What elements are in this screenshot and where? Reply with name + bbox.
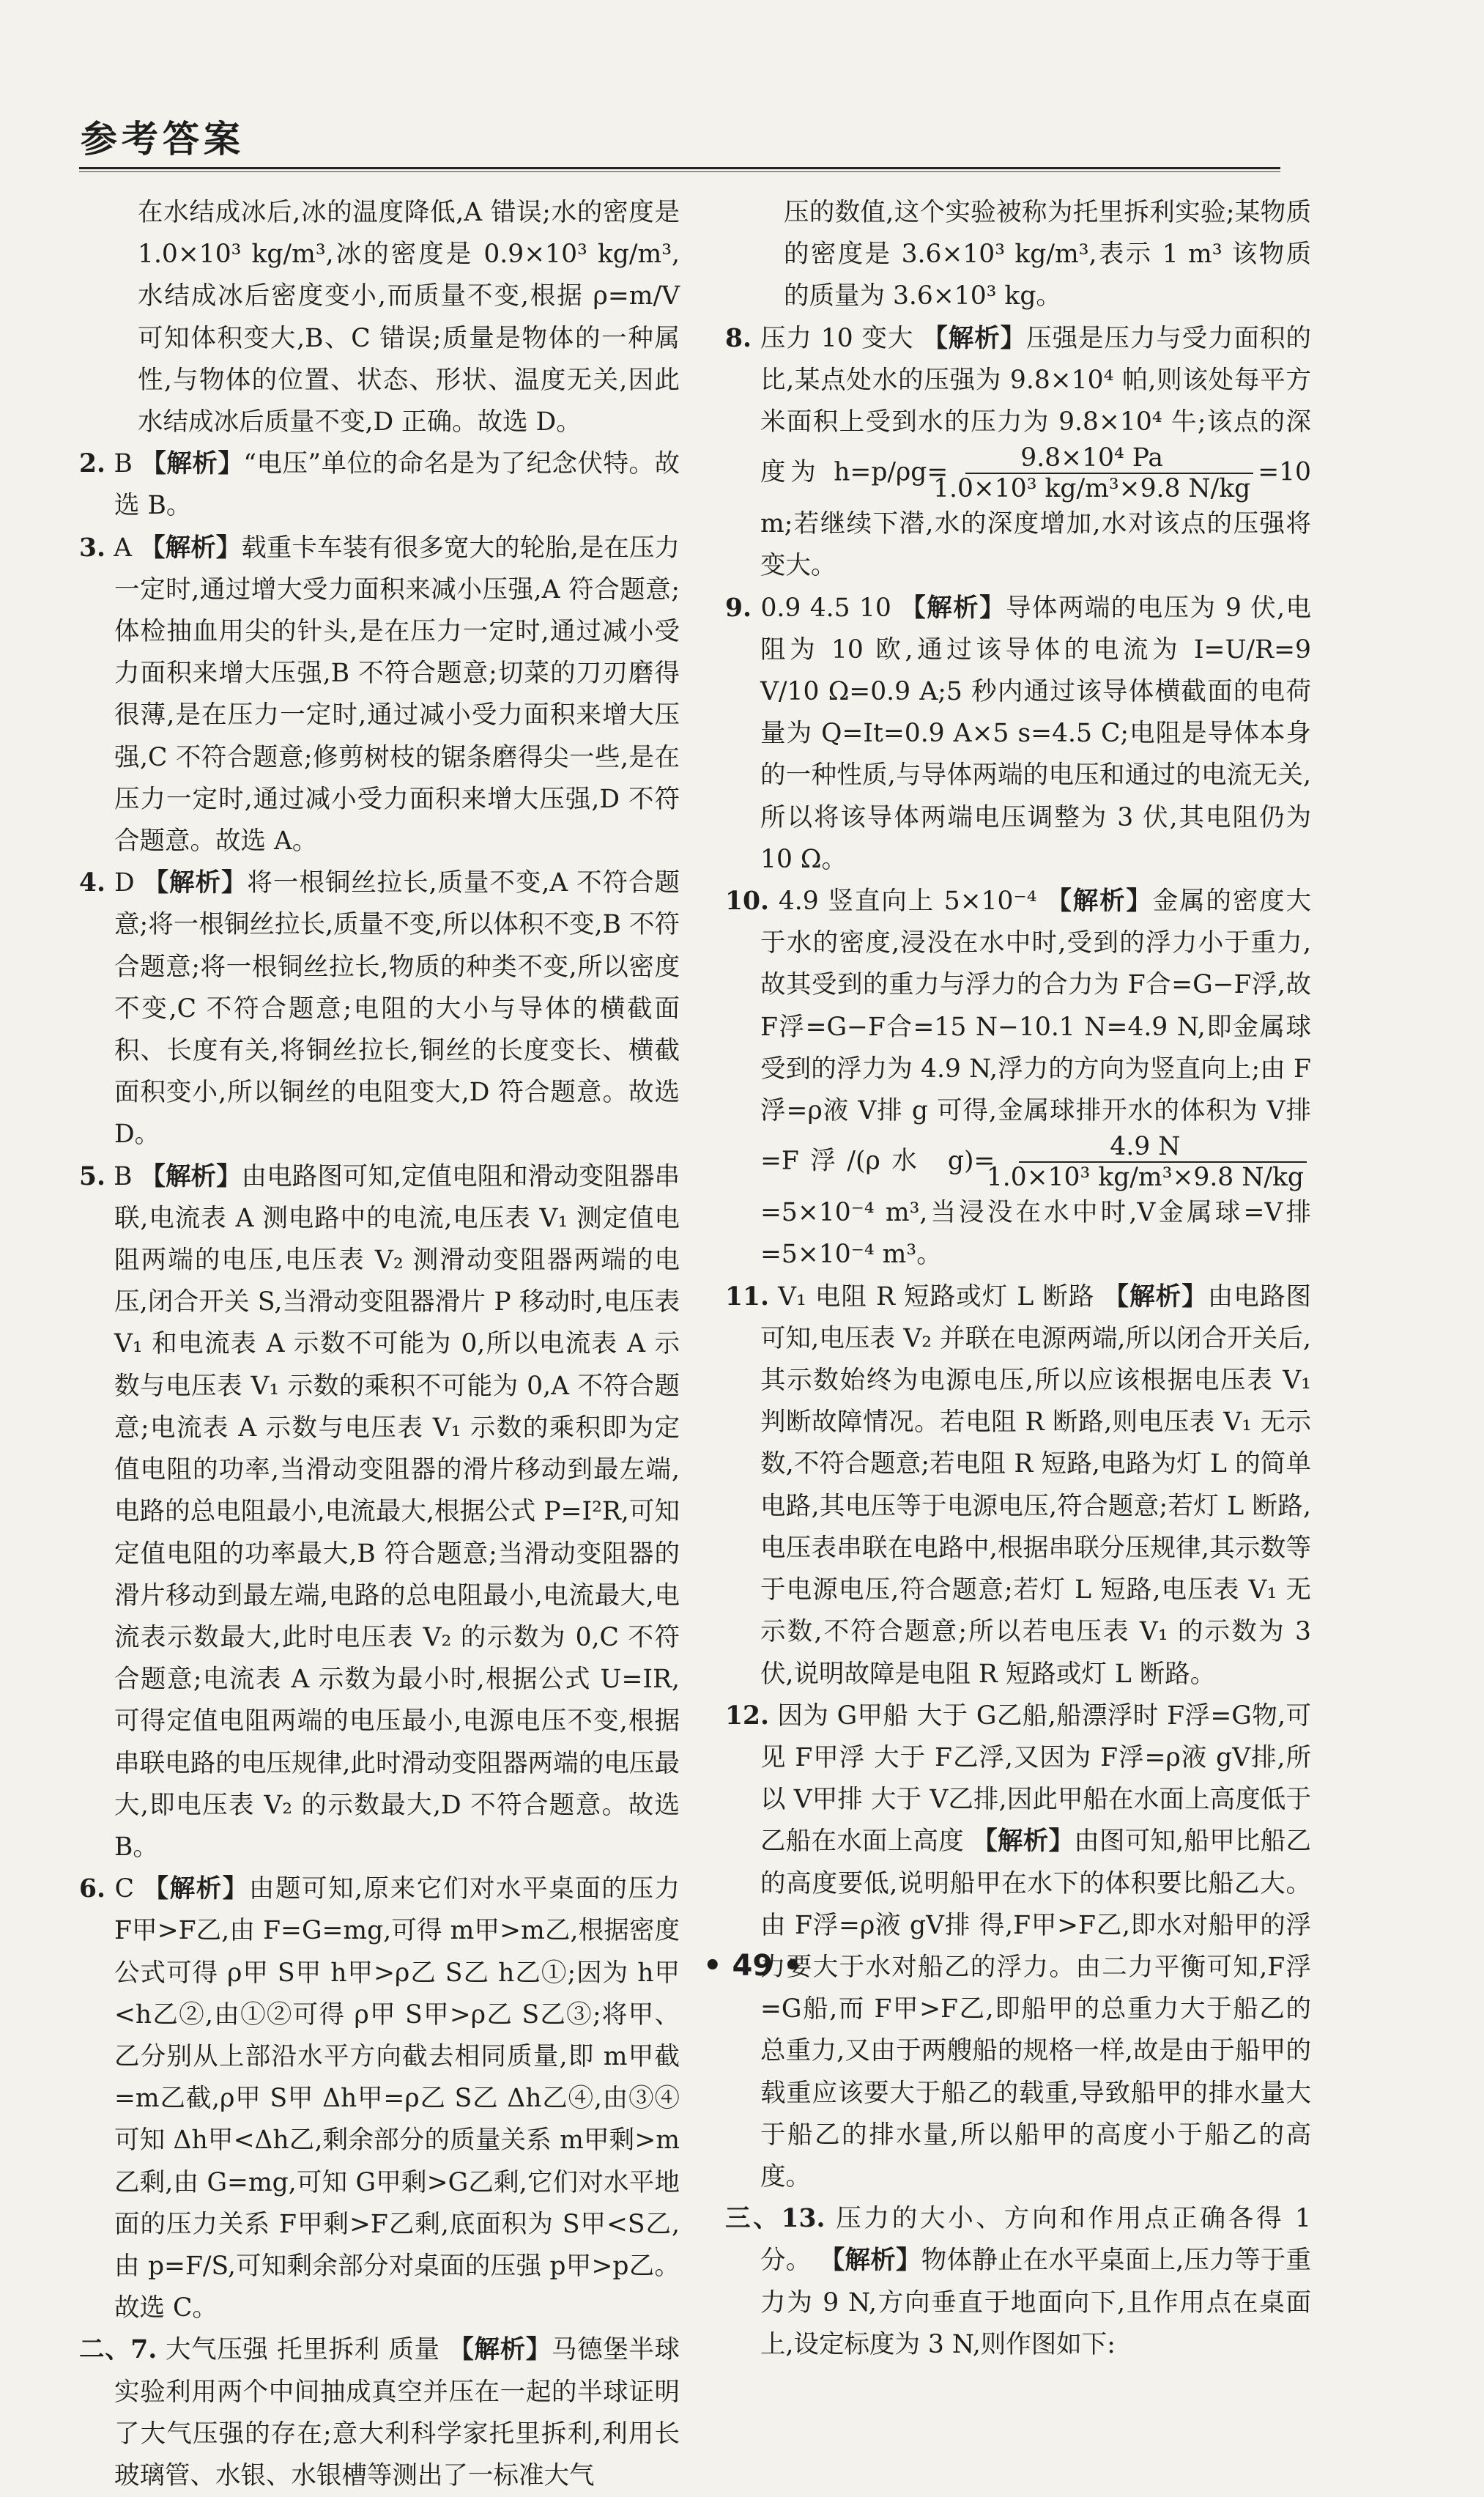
q3-answer: A	[114, 533, 132, 563]
q7-answer: 大气压强 托里拆利 质量	[165, 2335, 440, 2365]
answer-q2	[79, 443, 680, 527]
q6-answer: C	[114, 1874, 134, 1904]
q13-number: 三、13.	[725, 2204, 826, 2234]
answer-q7	[79, 2329, 680, 2497]
q8-fraction-numerator: 9.8×10⁴ Pa	[965, 443, 1253, 474]
q10-fraction-numerator: 4.9 N	[1019, 1132, 1307, 1163]
answer-q11	[725, 1276, 1311, 1695]
q3-analysis-text: 载重卡车装有很多宽大的轮胎,是在压力一定时,通过增大受力面积来减小压强,A 符合题意;体检抽血用尖的针头,是在压力一定时,通过减小受力面积来增大压强,B 不符合题意;切菜的刀刃磨得很薄,是在压力一定时,通过减小受力面积来增大压强,C 不符合题意;修剪树枝的锯条磨得尖一些,是在压力一定时,通过减小受力面积来增大压强,D 不符合题意。故选 A。	[114, 533, 680, 857]
answer-q13	[725, 2198, 1311, 2366]
q8-fraction	[933, 443, 1253, 504]
q12-answer: 因为 G甲船 大于 G乙船,船漂浮时 F浮=G物,可见 F甲浮 大于 F乙浮,又因为 F浮=ρ液 gV排,所以 V甲排 大于 V乙排,因此甲船在水面上高度低于乙船在水面上高度	[760, 1701, 1311, 1857]
left-column	[79, 192, 680, 2497]
q10-number: 10.	[725, 887, 770, 917]
q9-answer: 0.9 4.5 10	[760, 593, 891, 623]
q2-answer: B	[114, 449, 133, 479]
q10-eq-after: =5×10⁻⁴ m³,当浸没在水中时,V金属球=V排=5×10⁻⁴ m³。	[760, 1198, 1311, 1270]
answer-q12	[725, 1695, 1311, 2198]
q4-number: 4.	[79, 868, 106, 898]
q13-analysis-text: 物体静止在水平桌面上,压力等于重力为 9 N,方向垂直于地面向下,且作用点在桌面上,设定标度为 3 N,则作图如下:	[760, 2246, 1312, 2359]
q1-continuation: 在水结成冰后,冰的温度降低,A 错误;水的密度是 1.0×10³ kg/m³,冰的密度是 0.9×10³ kg/m³,水结成冰后密度变小,而质量不变,根据 ρ=m/V 可知体积变大,B、C 错误;质量是物体的一种属性,与物体的位置、状态、形状、温度无关,因此水结成冰后质量不变,D 正确。故选 D。	[138, 198, 680, 437]
page-number: • 49 •	[703, 1949, 802, 1983]
q8-number: 8.	[725, 323, 752, 353]
q4-analysis-text: 将一根铜丝拉长,质量不变,A 不符合题意;将一根铜丝拉长,质量不变,所以体积不变,B 不符合题意;将一根铜丝拉长,物质的种类不变,所以密度不变,C 不符合题意;电阻的大小与导体的横截面积、长度有关,将铜丝拉长,铜丝的长度变长、横截面积变小,所以铜丝的电阻变大,D 符合题意。故选 D。	[114, 868, 680, 1150]
q12-number: 12.	[725, 1701, 770, 1731]
q13-analysis-tag: 【解析】	[819, 2246, 921, 2276]
header-rule	[79, 167, 1280, 169]
q10-answer: 4.9 竖直向上 5×10⁻⁴	[778, 887, 1037, 917]
q4-analysis-tag: 【解析】	[143, 868, 248, 898]
q11-analysis-tag: 【解析】	[1103, 1281, 1208, 1312]
answer-q10	[725, 881, 1311, 1276]
q12-analysis-text: 由图可知,船甲比船乙的高度要低,说明船甲在水下的体积要比船乙大。由 F浮=ρ液 gV排 得,F甲>F乙,即水对船甲的浮力要大于水对船乙的浮力。由二力平衡可知,F浮=G船,而 F甲>F乙,即船甲的总重力大于船乙的总重力,又由于两艘船的规格一样,故是由于船甲的载重应该要大于船乙的载重,导致船甲的排水量大于船乙的排水量,所以船甲的高度小于船乙的高度。	[760, 1827, 1312, 2191]
q8-eq-after: =10 m;若继续下潜,水的深度增加,水对该点的压强将变大。	[760, 457, 1312, 581]
right-column	[725, 192, 1311, 2366]
q11-analysis-text: 由电路图可知,电压表 V₂ 并联在电源两端,所以闭合开关后,其示数始终为电源电压,所以应该根据电压表 V₁ 判断故障情况。若电阻 R 断路,则电压表 V₁ 无示数,不符合题意;若电阻 R 短路,电路为灯 L 的简单电路,其电压等于电源电压,符合题意;若灯 L 断路,电压表串联在电路中,根据串联分压规律,其示数等于电源电压,符合题意;若灯 L 短路,电压表 V₁ 无示数,不符合题意;所以若电压表 V₁ 的示数为 3 伏,说明故障是电阻 R 短路或灯 L 断路。	[760, 1281, 1312, 1689]
q10-analysis-tag: 【解析】	[1046, 887, 1153, 917]
q9-analysis-tag: 【解析】	[900, 593, 1006, 623]
q5-answer: B	[114, 1161, 133, 1191]
q6-analysis-tag: 【解析】	[143, 1874, 249, 1904]
answer-q9	[725, 588, 1311, 881]
q3-number: 3.	[79, 533, 106, 563]
q7-number: 二、7.	[79, 2335, 157, 2365]
q5-analysis-text: 由电路图可知,定值电阻和滑动变阻器串联,电流表 A 测电路中的电流,电压表 V₁ 测定值电阻两端的电压,电压表 V₂ 测滑动变阻器两端的电压,闭合开关 S,当滑动变阻器滑片 P 移动时,电压表 V₁ 和电流表 A 示数不可能为 0,所以电流表 A 示数与电压表 V₁ 示数的乘积不可能为 0,A 不符合题意;电流表 A 示数与电压表 V₁ 示数的乘积即为定值电阻的功率,当滑动变阻器的滑片移动到最左端,电路的总电阻最小,电流最大,根据公式 P=I²R,可知定值电阻的功率最大,B 符合题意;当滑动变阻器的滑片移动到最左端,电路的总电阻最小,电流最大,电流表示数最大,此时电压表 V₂ 的示数为 0,C 不符合题意;电流表 A 示数为最小时,根据公式 U=IR,可得定值电阻两端的电压最小,电源电压不变,根据串联电路的电压规律,此时滑动变阻器两端的电压最大,即电压表 V₂ 的示数最大,D 不符合题意。故选 B。	[114, 1161, 680, 1862]
q9-number: 9.	[725, 593, 752, 623]
q10-analysis-text: 金属的密度大于水的密度,浸没在水中时,受到的浮力小于重力,故其受到的重力与浮力的合力为 F合=G−F浮,故 F浮=G−F合=15 N−10.1 N=4.9 N,即金属球受到的浮力为 4.9 N,浮力的方向为竖直向上;由 F浮=ρ液 V排 g 可得,金属球排开水的体积为 V排=F浮/(ρ水 g)=	[760, 887, 1312, 1176]
page-header-title: 参考答案	[81, 118, 245, 160]
q2-analysis-tag: 【解析】	[141, 449, 244, 479]
q11-answer: V₁ 电阻 R 短路或灯 L 断路	[778, 1281, 1095, 1312]
answer-q8	[725, 318, 1311, 588]
q6-analysis-text: 由题可知,原来它们对水平桌面的压力 F甲>F乙,由 F=G=mg,可得 m甲>m乙,根据密度公式可得 ρ甲 S甲 h甲>ρ乙 S乙 h乙①;因为 h甲<h乙②,由①②可得 ρ甲 S甲>ρ乙 S乙③;将甲、乙分别从上部沿水平方向截去相同质量,即 m甲截=m乙截,ρ甲 S甲 Δh甲=ρ乙 S乙 Δh乙④,由③④可知 Δh甲<Δh乙,剩余部分的质量关系 m甲剩>m乙剩,由 G=mg,可知 G甲剩>G乙剩,它们对水平地面的压力关系 F甲剩>F乙剩,底面积为 S甲<S乙,由 p=F/S,可知剩余部分对桌面的压强 p甲>p乙。故选 C。	[114, 1874, 680, 2323]
q8-analysis-tag: 【解析】	[922, 323, 1027, 353]
q12-analysis-tag: 【解析】	[972, 1827, 1075, 1857]
answer-q3	[79, 528, 680, 863]
q7-analysis-text: 马德堡半球实验利用两个中间抽成真空并压在一起的半球证明了大气压强的存在;意大利科学家托里拆利,利用长玻璃管、水银、水银槽等测出了一标准大气	[114, 2335, 680, 2490]
q4-answer: D	[114, 868, 135, 898]
header-rule-thin	[79, 171, 1280, 172]
q9-analysis-text: 导体两端的电压为 9 伏,电阻为 10 欧,通过该导体的电流为 I=U/R=9 V/10 Ω=0.9 A;5 秒内通过该导体横截面的电荷量为 Q=It=0.9 A×5 s=4.5 C;电阻是导体本身的一种性质,与导体两端的电压和通过的电流无关,所以将该导体两端电压调整为 3 伏,其电阻仍为 10 Ω。	[760, 593, 1312, 874]
answer-q6	[79, 1868, 680, 2329]
q10-fraction-denominator: 1.0×10³ kg/m³×9.8 N/kg	[986, 1163, 1304, 1193]
q7-continuation: 压的数值,这个实验被称为托里拆利实验;某物质的密度是 3.6×10³ kg/m³,表示 1 m³ 该物质的质量为 3.6×10³ kg。	[784, 198, 1311, 311]
answer-q4	[79, 862, 680, 1155]
q5-number: 5.	[79, 1161, 106, 1191]
q2-number: 2.	[79, 449, 106, 479]
q2-analysis-text: “电压”单位的命名是为了纪念伏特。故选 B。	[114, 449, 680, 521]
q11-number: 11.	[725, 1281, 770, 1312]
q8-answer: 压力 10 变大	[760, 323, 914, 353]
q7-analysis-tag: 【解析】	[448, 2335, 552, 2365]
q13-answer: 压力的大小、方向和作用点正确各得 1 分。	[760, 2204, 1311, 2276]
answer-q5	[79, 1156, 680, 1868]
q8-analysis-text: 压强是压力与受力面积的比,某点处水的压强为 9.8×10⁴ 帕,则该处每平方米面积上受到水的压力为 9.8×10⁴ 牛;该点的深度为 h=p/ρg=	[760, 323, 1312, 487]
q6-number: 6.	[79, 1874, 106, 1904]
q8-fraction-denominator: 1.0×10³ kg/m³×9.8 N/kg	[933, 474, 1251, 504]
q3-analysis-tag: 【解析】	[140, 533, 242, 563]
q5-analysis-tag: 【解析】	[140, 1161, 242, 1191]
q10-fraction	[986, 1132, 1307, 1193]
